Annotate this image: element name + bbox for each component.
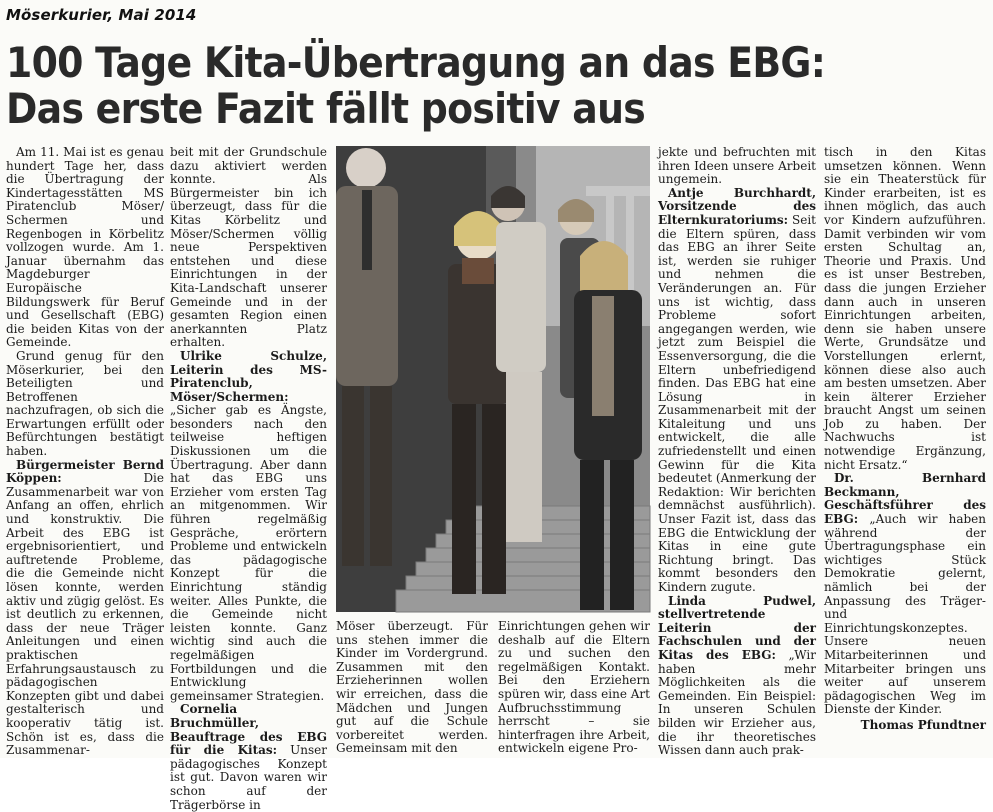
headline (6, 40, 888, 132)
article-column-5 (658, 146, 816, 756)
quote-text: „Wir haben mehr Möglichkeiten als die Gemeinden. Ein Beispiel: In unseren Schulen bilden wir Erzieher aus, die ihr theoretisches Wissen dann auch prak- (658, 647, 816, 758)
speaker-name: Ulrike Schulze, Leiterin des MS-Piratenclub, Möser/Schermen: (170, 348, 327, 404)
quote-text: „Sicher gab es Ängste, besonders nach den teilweise heftigen Diskussionen um die Übertragung. Aber dann hat das EBG uns Erzieher vom ersten Tag an mitgenommen. Wir führen regelmäßig Gespräche, erörtern Probleme und entwickeln das pädagogische Konzept für die Einrichtung ständig weiter. Alles Punkte, die die Gemeinde nicht leisten konnte. Ganz wichtig sind auch die regelmäßigen Fortbildungen und die Entwicklung gemeinsamer Strategien. (170, 403, 327, 703)
speaker-name: Antje Burchhardt, Vorsitzende des Elternkuratoriums: (658, 185, 816, 227)
quote-text: Seit die Eltern spüren, dass das EBG an ihrer Seite ist, werden sie ruhiger und nehmen die Veränderungen an. Für uns ist wichtig, dass Probleme sofort angegangen werden, wie jetzt zum Beispiel die Essenversorgung, die die Eltern unbefriedigend finden. Das EBG hat eine Lösung in Zusammenarbeit mit der Kitaleitung und uns entwickelt, die alle zufriedenstellt und einen Gewinn für die Kita bedeutet (Anmerkung der Redaktion: Wir berichten demnächst ausführlich). Unser Fazit ist, dass das EBG die Entwicklung der Kitas in eine gute Richtung bringt. Das kommt besonders den Kindern zugute. (658, 212, 816, 594)
paragraph: Am 11. Mai ist es genau hundert Tage her, dass die Übertragung der Kindertagesstätten MS Piratenclub Möser/ Schermen und Regenbogen in Körbelitz vollzogen wurde. Am 1. Januar übernahm das Magdeburger Europäische Bildungswerk für Beruf und Gesellschaft (EBG) die beiden Kitas von der Gemeinde. (6, 145, 164, 350)
paragraph: Grund genug für den Möserkurier, bei den Beteiligten und Betroffenen nachzufragen, ob sich die Erwartungen erfüllt oder Befürchtungen bestätigt haben. (6, 348, 164, 459)
article-column-3 (336, 620, 488, 756)
speaker-name: Cornelia Bruchmüller, Beauftrage des EBG für die Kitas: (170, 702, 327, 758)
quote-text: Die Zusammenarbeit war von Anfang an offen, ehrlich und konstruktiv. Die Arbeit des EBG ist ergebnisorientiert, und auftretende Probleme, die die Gemeinde nicht lösen konnte, werden aktiv und zügig gelöst. Es ist deutlich zu erkennen, dass der neue Träger Anleitungen und einen praktischen Erfahrungsaustausch zu pädagogischen Konzepten gibt und dabei gestalterisch und kooperativ tätig ist. Schön ist es, dass die Zusammenar- (6, 471, 164, 758)
paragraph: Einrichtungen gehen wir deshalb auf die Eltern zu und suchen den regelmäßigen Kontakt. Bei den Erziehern spüren wir, dass eine Art Aufbruchsstimmung herrscht – sie hinterfragen ihre Arbeit, entwickeln eigene Pro- (498, 619, 650, 756)
speaker-name: Dr. Bernhard Beckmann, Geschäftsführer des EBG: (824, 471, 986, 527)
article-column-6 (824, 146, 986, 756)
author-signature: Thomas Pfundtner (860, 717, 986, 732)
group-photo-icon (336, 146, 650, 612)
article-column-1 (6, 146, 164, 756)
paragraph (170, 703, 327, 812)
quote-text: „Auch wir haben während der Übertragungsphase ein wichtiges Stück Demokratie gelernt, nämlich bei der Anpassung des Träger- und Einrichtungskonzeptes. Unsere neuen Mitarbeiterinnen und Mitarbeiter bringen uns weiter auf unserem pädagogischen Weg im Dienste der Kinder. (824, 512, 986, 717)
paragraph (658, 595, 816, 758)
paragraph (658, 187, 816, 595)
article-column-4 (498, 620, 650, 756)
speaker-name: Linda Pudwel, stellvertretende Leiterin der Fachschulen und der Kitas des EBG: (658, 593, 816, 662)
paragraph: tisch in den Kitas umsetzen können. Wenn sie ein Theaterstück für Kinder erarbeiten, ist es ihnen möglich, das auch vor Kindern aufzuführen. Damit verbinden wir vom ersten Schultag an, Theorie und Praxis. Und es ist unser Bestreben, dass die jungen Erzieher dann auch in unseren Einrichtungen arbeiten, denn sie haben unsere Werte, Grundsätze und Vorstellungen erlernt, können diese also auch am besten umsetzen. Aber kein älterer Erzieher braucht Angst um seinen Job zu haben. Der Nachwuchs ist notwendige Ergänzung, nicht Ersatz.“ (824, 145, 986, 472)
article-column-2 (170, 145, 327, 812)
paragraph: jekte und befruchten mit ihren Ideen unsere Arbeit ungemein. (658, 145, 816, 187)
paragraph: beit mit der Grundschule dazu aktiviert werden konnte. Als Bürgermeister bin ich überzeugt, dass für die Kitas Körbelitz und Möser/Schermen völlig neue Perspektiven entstehen und diese Einrichtungen in der Kita-Landschaft unserer Gemeinde und in der gesamten Region einen anerkannten Platz erhalten. (170, 145, 327, 350)
headline-line-1: 100 Tage Kita-Übertragung an das EBG: (6, 38, 826, 87)
paragraph (6, 459, 164, 758)
paragraph (170, 350, 327, 703)
speaker-name: Bürgermeister Bernd Köppen: (6, 457, 164, 486)
group-photo (336, 146, 650, 612)
quote-text: Unser pädagogisches Konzept ist gut. Davon waren wir schon auf der Trägerbörse in (170, 743, 327, 812)
headline-line-2: Das erste Fazit fällt positiv aus (6, 84, 646, 133)
paragraph (824, 472, 986, 717)
publication-source: Möserkurier, Mai 2014 (6, 6, 197, 24)
paragraph: Möser überzeugt. Für uns stehen immer die Kinder im Vordergrund. Zusammen mit den Erzieherinnen wollen wir erreichen, dass die Mädchen und Jungen gut auf die Schule vorbereitet werden. Gemeinsam mit den (336, 619, 488, 756)
